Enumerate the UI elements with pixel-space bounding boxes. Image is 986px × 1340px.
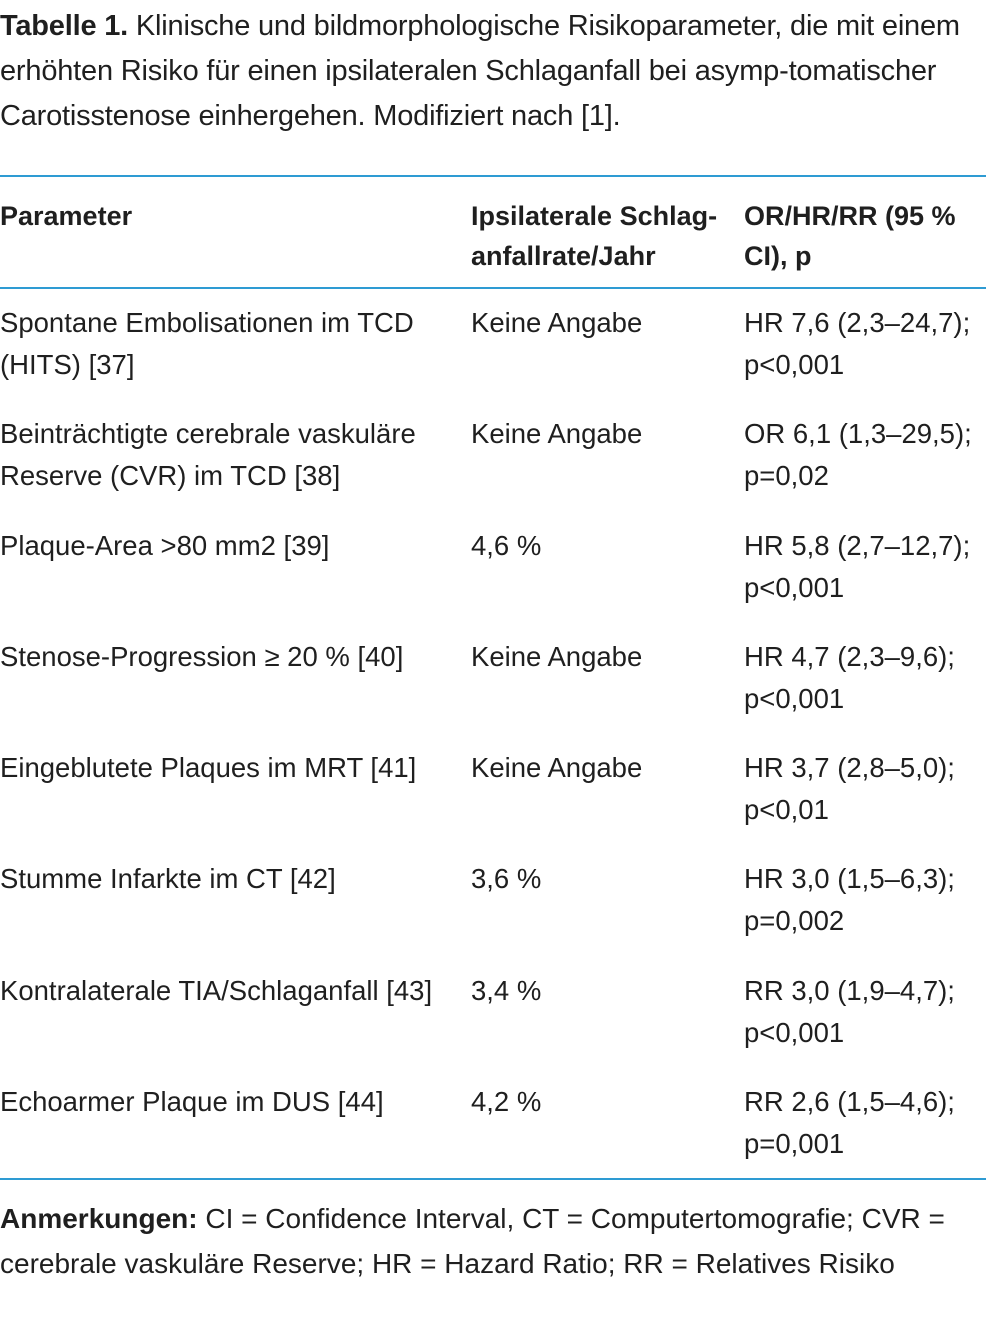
table-header (0, 196, 986, 276)
table-body (0, 302, 986, 1192)
cell-rate: 3,6 % (471, 863, 542, 895)
cell-parameter: Kontralaterale TIA/Schlaganfall [43] (0, 974, 433, 1006)
cell-parameter: Eingeblutete Plaques im MRT [41] (0, 752, 417, 784)
notes-label: Anmerkungen: (0, 1203, 198, 1234)
cell-ratio: HR 3,0 (1,5–6,3); p=0,002 (744, 863, 955, 937)
cell-rate: Keine Angabe (471, 640, 643, 672)
cell-ratio: HR 7,6 (2,3–24,7); p<0,001 (744, 307, 971, 380)
table-row (0, 302, 986, 413)
cell-rate: Keine Angabe (471, 752, 643, 784)
cell-rate: Keine Angabe (471, 418, 643, 450)
cell-parameter: Echoarmer Plaque im DUS [44] (0, 1086, 384, 1118)
table-row (0, 1081, 986, 1192)
table-caption (0, 4, 986, 139)
table-notes (0, 1196, 986, 1286)
cell-rate: 4,2 % (471, 1086, 542, 1118)
table-row (0, 858, 986, 969)
header-parameter: Parameter (0, 201, 133, 231)
table-top-rule (0, 175, 986, 177)
cell-ratio: HR 3,7 (2,8–5,0); p<0,01 (744, 752, 955, 826)
table-row (0, 636, 986, 747)
header-ratio: OR/HR/RR (95 % CI), p (744, 201, 956, 271)
header-rate: Ipsilaterale Schlag-anfallrate/Jahr (471, 201, 718, 271)
cell-rate: Keine Angabe (471, 307, 643, 338)
caption-text: Klinische und bildmorphologische Risikoparameter, die mit einem erhöhten Risiko für einen ipsilateralen Schlaganfall bei asymp-tomatischer Carotisstenose einhergehen. Modifiziert nach [1]. (0, 10, 960, 132)
table-row (0, 525, 986, 636)
cell-parameter: Spontane Embolisationen im TCD (HITS) [37] (0, 307, 414, 380)
cell-rate: 3,4 % (471, 974, 542, 1006)
notes-text: CI = Confidence Interval, CT = Computertomografie; CVR = cerebrale vaskuläre Reserve; HR = Hazard Ratio; RR = Relatives Risiko (0, 1203, 945, 1279)
cell-parameter: Stumme Infarkte im CT [42] (0, 863, 336, 895)
cell-ratio: HR 5,8 (2,7–12,7); p<0,001 (744, 529, 971, 603)
table-row (0, 747, 986, 858)
cell-parameter: Stenose-Progression ≥ 20 % [40] (0, 640, 404, 672)
cell-ratio: OR 6,1 (1,3–29,5); p=0,02 (744, 418, 972, 492)
caption-label: Tabelle 1. (0, 10, 129, 42)
table-bottom-rule (0, 1178, 986, 1180)
cell-ratio: RR 3,0 (1,9–4,7); p<0,001 (744, 974, 955, 1048)
cell-rate: 4,6 % (471, 529, 542, 561)
table-row (0, 413, 986, 524)
cell-ratio: HR 4,7 (2,3–9,6); p<0,001 (744, 640, 955, 714)
table-row (0, 970, 986, 1081)
cell-ratio: RR 2,6 (1,5–4,6); p=0,001 (744, 1086, 955, 1160)
cell-parameter: Plaque-Area >80 mm2 [39] (0, 529, 330, 561)
cell-parameter: Beinträchtigte cerebrale vaskuläre Reserve (CVR) im TCD [38] (0, 418, 416, 492)
table-header-rule (0, 287, 986, 289)
